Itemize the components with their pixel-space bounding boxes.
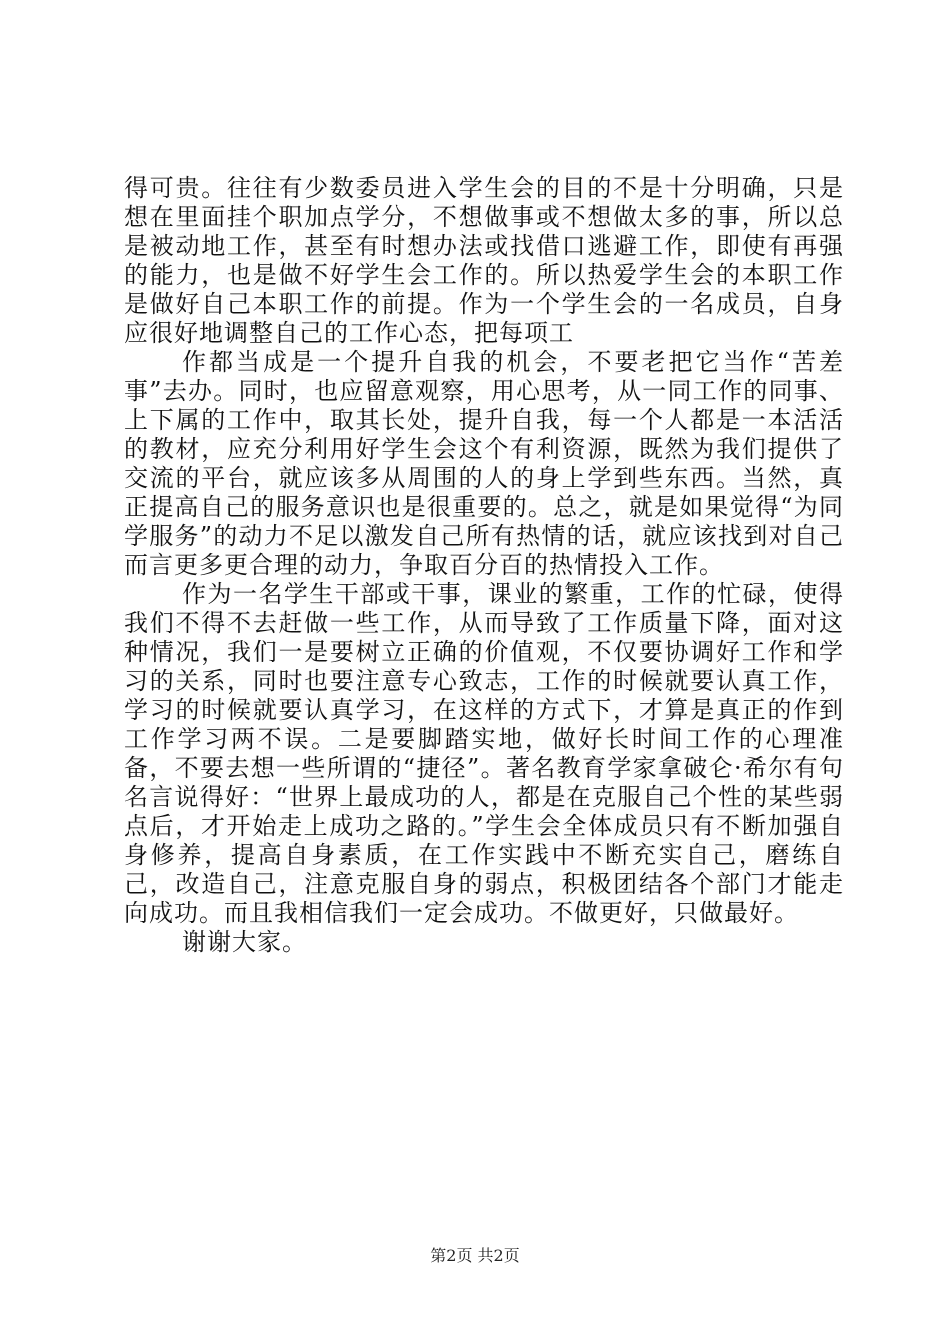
- closing-line: 谢谢大家。: [182, 928, 307, 956]
- paragraph-1: 得可贵。往往有少数委员进入学生会的目的不是十分明确，只是想在里面挂个职加点学分，不想做事或不想做太多的事，所以总是被动地工作，甚至有时想办法或找借口逃避工作，即使有再强的能力，也是做不好学生会工作的。所以热爱学生会的本职工作是做好自己本职工作的前提。作为一个学生会的一名成员，自身应很好地调整自己的工作心态，把每项工: [124, 174, 844, 347]
- page-footer: 第2页 共2页: [430, 1246, 520, 1265]
- paragraph-3: 作为一名学生干部或干事，课业的繁重，工作的忙碌，使得我们不得不去赶做一些工作，从而导致了工作质量下降，面对这种情况，我们一是要树立正确的价值观，不仅要协调好工作和学习的关系，同时也要注意专心致志，工作的时候就要认真工作，学习的时候就要认真学习，在这样的方式下，才算是真正的作到工作学习两不误。二是要脚踏实地，做好长时间工作的心理准备，不要去想一些所谓的“捷径”。著名教育学家拿破仑·希尔有句名言说得好：“世界上最成功的人，都是在克服自己个性的某些弱点后，才开始走上成功之路的。”学生会全体成员只有不断加强自身修养，提高自身素质，在工作实践中不断充实自己，磨练自己，改造自己，注意克服自身的弱点，积极团结各个部门才能走向成功。而且我相信我们一定会成功。不做更好，只做最好。: [124, 580, 844, 927]
- paragraph-2: 作都当成是一个提升自我的机会，不要老把它当作“苦差事”去办。同时，也应留意观察，用心思考，从一同工作的同事、上下属的工作中，取其长处，提升自我，每一个人都是一本活活的教材，应充分利用好学生会这个有利资源，既然为我们提供了交流的平台，就应该多从周围的人的身上学到些东西。当然，真正提高自己的服务意识也是很重要的。总之，就是如果觉得“为同学服务”的动力不足以激发自己所有热情的话，就应该找到对自己而言更多更合理的动力，争取百分百的热情投入工作。: [124, 348, 844, 579]
- document-body: [124, 174, 844, 957]
